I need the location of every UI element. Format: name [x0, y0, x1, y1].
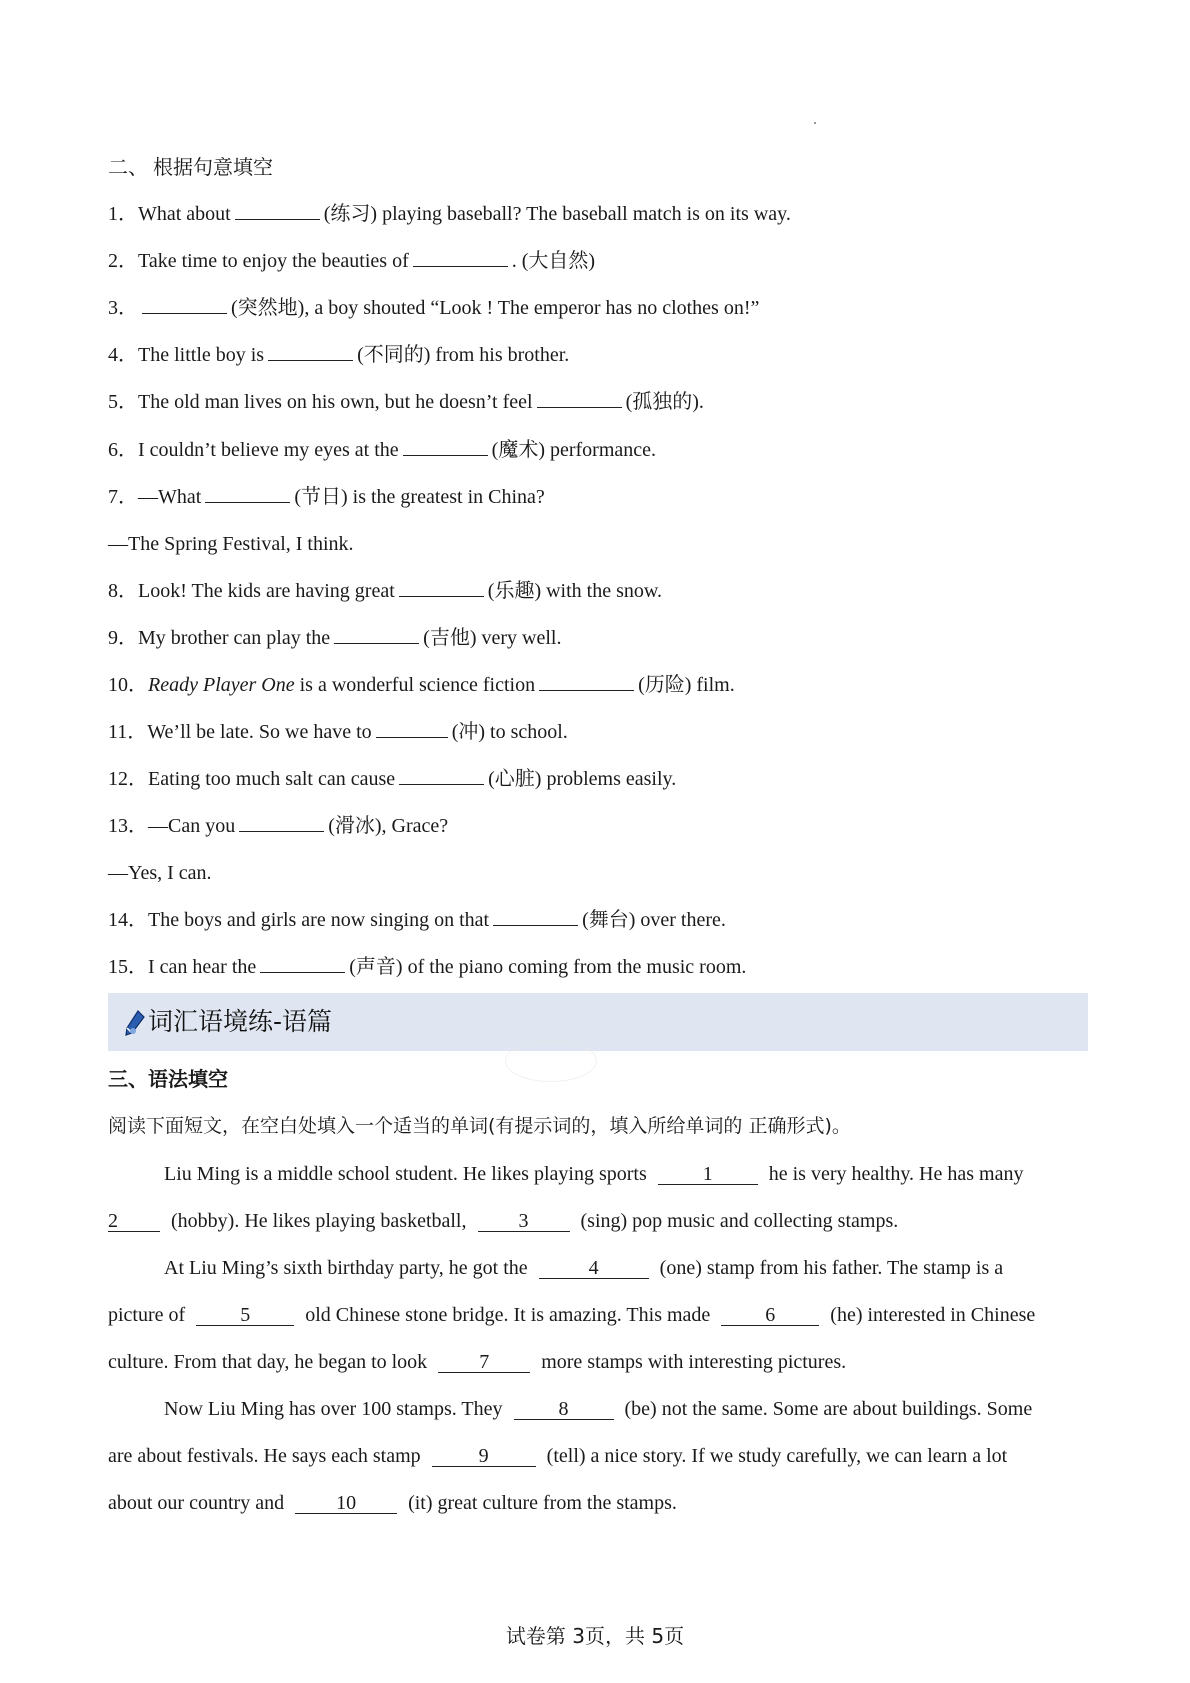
question-text: is a wonderful science fiction: [294, 674, 536, 696]
answer-blank[interactable]: [142, 295, 227, 314]
passage-text: more stamps with interesting pictures.: [541, 1351, 847, 1373]
question-text: 15．I can hear the: [108, 956, 257, 978]
passage-text: (it) great culture from the stamps.: [408, 1492, 677, 1514]
question-text: 14．The boys and girls are now singing on that: [108, 909, 490, 931]
title-text: Ready Player One: [148, 674, 295, 696]
question-text: 6．I couldn’t believe my eyes at the: [108, 439, 399, 461]
answer-blank-8[interactable]: 8: [514, 1399, 614, 1420]
answer-blank[interactable]: [260, 954, 345, 973]
answer-blank-7[interactable]: 7: [438, 1352, 530, 1373]
passage-text: (tell) a nice story. If we study carefully, we can learn a lot: [546, 1445, 1008, 1467]
passage-text: (sing) pop music and collecting stamps.: [580, 1210, 899, 1232]
answer-blank[interactable]: [334, 625, 419, 644]
section-3-title: 三、语法填空: [108, 1067, 228, 1091]
question-text: 12．Eating too much salt can cause: [108, 768, 396, 790]
passage-text: At Liu Ming’s sixth birthday party, he got the: [164, 1257, 528, 1279]
answer-blank[interactable]: [235, 201, 320, 220]
question-line: [108, 294, 759, 322]
question-text: (突然地), a boy shouted “Look ! The emperor has no clothes on!”: [231, 297, 760, 319]
passage-line: [108, 1254, 1092, 1282]
answer-blank[interactable]: [403, 437, 488, 456]
question-text: 7．—What: [108, 486, 202, 508]
question-text: 8．Look! The kids are having great: [108, 580, 395, 602]
answer-blank-5[interactable]: 5: [196, 1305, 294, 1326]
passage-line: [108, 1395, 1092, 1423]
section-3-instruction: 阅读下面短文，在空白处填入一个适当的单词(有提示词的，填入所给单词的 正确形式)。: [108, 1115, 851, 1137]
stray-dot: [814, 122, 816, 124]
answer-blank[interactable]: [376, 719, 448, 738]
answer-blank[interactable]: [239, 813, 324, 832]
passage-line: [108, 1160, 1092, 1188]
passage-line: [108, 1207, 1092, 1235]
passage-text: Liu Ming is a middle school student. He likes playing sports: [164, 1163, 647, 1185]
section-2-title: 二、 根据句意填空: [108, 157, 273, 179]
question-text: (声音) of the piano coming from the music room.: [349, 956, 747, 978]
question-text: (乐趣) with the snow.: [487, 580, 663, 602]
answer-blank[interactable]: [537, 389, 622, 408]
answer-blank[interactable]: [399, 578, 484, 597]
passage-text: (he) interested in Chinese: [830, 1304, 1036, 1326]
question-line: [108, 436, 656, 464]
question-text: (不同的) from his brother.: [357, 344, 570, 366]
question-text: 2．Take time to enjoy the beauties of: [108, 250, 409, 272]
answer-blank-3[interactable]: 3: [478, 1211, 570, 1232]
answer-blank[interactable]: [205, 484, 290, 503]
question-line: [108, 530, 354, 558]
passage-line: [108, 1301, 1092, 1329]
answer-blank-9[interactable]: 9: [432, 1446, 536, 1467]
passage-line: [108, 1348, 1092, 1376]
question-text: (舞台) over there.: [582, 909, 726, 931]
passage-text: picture of: [108, 1304, 186, 1326]
answer-blank[interactable]: [268, 342, 353, 361]
passage-text: old Chinese stone bridge. It is amazing. This made: [305, 1304, 711, 1326]
question-text: 4．The little boy is: [108, 344, 265, 366]
question-line: [108, 247, 595, 275]
answer-blank[interactable]: [399, 766, 484, 785]
question-text: 11．We’ll be late. So we have to: [108, 721, 372, 743]
passage-text: are about festivals. He says each stamp: [108, 1445, 421, 1467]
question-text: 10．: [108, 674, 148, 696]
question-line: [108, 671, 735, 699]
question-line: [108, 624, 561, 652]
answer-blank[interactable]: [493, 907, 578, 926]
question-text: . (大自然): [511, 250, 596, 272]
question-line: [108, 388, 704, 416]
answer-blank-2[interactable]: 2: [108, 1211, 160, 1232]
banner-title: 词汇语境练-语篇: [148, 1007, 333, 1036]
question-text: (孤独的).: [625, 391, 704, 413]
section-banner: [108, 993, 1088, 1051]
question-line: [108, 577, 662, 605]
question-line: [108, 483, 545, 511]
answer-blank[interactable]: [539, 672, 634, 691]
question-line: [108, 765, 676, 793]
question-line: [108, 906, 726, 934]
question-line: [108, 341, 569, 369]
question-text: (历险) film.: [638, 674, 735, 696]
question-text: (滑冰), Grace?: [328, 815, 449, 837]
passage-text: (hobby). He likes playing basketball,: [171, 1210, 467, 1232]
question-text: —Yes, I can.: [108, 862, 212, 884]
question-text: 3．: [108, 297, 138, 319]
answer-blank-6[interactable]: 6: [721, 1305, 819, 1326]
question-text: (练习) playing baseball? The baseball match is on its way.: [323, 203, 791, 225]
page-footer: 试卷第 3页，共 5页: [505, 1624, 685, 1648]
question-line: [108, 953, 746, 981]
question-text: (吉他) very well.: [423, 627, 562, 649]
question-text: 13．—Can you: [108, 815, 236, 837]
question-line: [108, 812, 448, 840]
answer-blank-4[interactable]: 4: [539, 1258, 649, 1279]
passage-text: about our country and: [108, 1492, 285, 1514]
question-text: (冲) to school.: [451, 721, 568, 743]
passage-line: [108, 1442, 1092, 1470]
question-text: 9．My brother can play the: [108, 627, 331, 649]
question-line: [108, 859, 212, 887]
question-text: 5．The old man lives on his own, but he doesn’t feel: [108, 391, 533, 413]
question-line: [108, 200, 791, 228]
question-text: (节日) is the greatest in China?: [294, 486, 545, 508]
passage-text: (be) not the same. Some are about buildings. Some: [624, 1398, 1033, 1420]
passage-text: culture. From that day, he began to look: [108, 1351, 428, 1373]
question-text: (心脏) problems easily.: [488, 768, 677, 790]
passage-text: (one) stamp from his father. The stamp is a: [659, 1257, 1004, 1279]
passage-text: he is very healthy. He has many: [768, 1163, 1024, 1185]
answer-blank[interactable]: [413, 248, 508, 267]
question-line: [108, 718, 568, 746]
question-text: (魔术) performance.: [491, 439, 657, 461]
answer-blank-10[interactable]: 10: [295, 1493, 397, 1514]
passage-text: Now Liu Ming has over 100 stamps. They: [164, 1398, 503, 1420]
question-text: —The Spring Festival, I think.: [108, 533, 354, 555]
passage-line: [108, 1489, 1092, 1517]
answer-blank-1[interactable]: 1: [658, 1164, 758, 1185]
pencil-icon: [124, 1009, 146, 1037]
question-text: 1．What about: [108, 203, 231, 225]
